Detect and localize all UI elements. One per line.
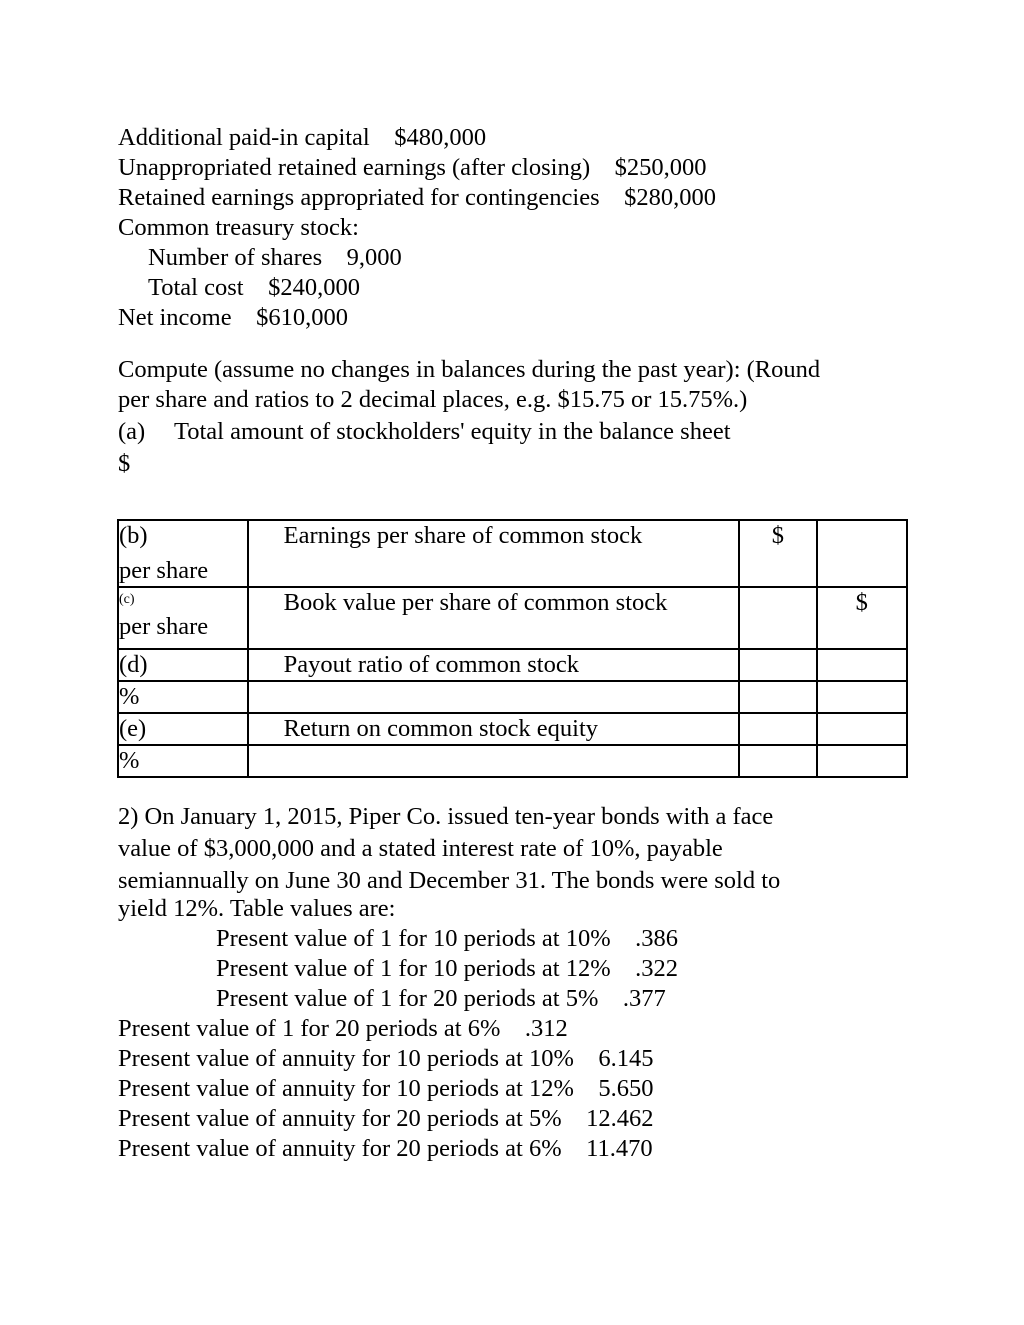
row-c-label-cell: [118, 587, 248, 649]
row-c-answer[interactable]: [739, 587, 816, 649]
row-d-answer[interactable]: [739, 649, 816, 681]
part-a-label: (a): [118, 418, 146, 445]
row-e-unit-empty: [248, 745, 739, 777]
problem2-line3: semiannually on June 30 and December 31. The bonds were sold to: [118, 867, 781, 894]
table-value-row: Present value of 1 for 20 periods at 6% .312: [118, 1015, 568, 1042]
table-value-row: Present value of annuity for 20 periods at 6% 11.470: [118, 1135, 653, 1162]
instructions-line2: per share and ratios to 2 decimal places, e.g. $15.75 or 15.75%.): [118, 386, 748, 413]
row-d-unit-empty: [248, 681, 739, 713]
row-e-unit: %: [118, 745, 248, 777]
answer-table: [117, 519, 908, 778]
table-value-row: Present value of 1 for 10 periods at 12% .322: [216, 955, 678, 982]
table-row-c: [118, 587, 907, 649]
row-d-unit: %: [118, 681, 248, 713]
table-value-row: Present value of 1 for 20 periods at 5% .377: [216, 985, 666, 1012]
row-d-unit-empty3: [817, 681, 907, 713]
row-d-empty: [817, 649, 907, 681]
table-value-row: Present value of annuity for 20 periods at 5% 12.462: [118, 1105, 654, 1132]
row-c-description: Book value per share of common stock: [248, 587, 739, 649]
instructions-line1: Compute (assume no changes in balances during the past year): (Round: [118, 356, 821, 383]
row-d-label: (d): [118, 649, 248, 681]
row-b-label: (b): [119, 522, 148, 549]
balance-apic: Additional paid-in capital $480,000: [118, 124, 487, 151]
balance-treasury-cost: Total cost $240,000: [148, 274, 360, 301]
row-c-label: (c): [119, 592, 135, 607]
row-e-unit-empty3: [817, 745, 907, 777]
table-row-d: [118, 649, 907, 681]
row-c-unit: per share: [119, 613, 209, 640]
row-b-answer[interactable]: [817, 520, 907, 587]
row-b-description: Earnings per share of common stock: [248, 520, 739, 587]
row-e-unit-empty2: [739, 745, 816, 777]
row-b-label-cell: [118, 520, 248, 587]
row-b-dollar: $: [739, 520, 816, 587]
table-row-e-unit: [118, 745, 907, 777]
part-a-answer-unit[interactable]: $: [118, 450, 131, 477]
problem2-line1: 2) On January 1, 2015, Piper Co. issued ten-year bonds with a face: [118, 803, 774, 830]
table-row-e: [118, 713, 907, 745]
row-e-answer[interactable]: [739, 713, 816, 745]
table-row-b: [118, 520, 907, 587]
row-d-unit-empty2: [739, 681, 816, 713]
row-b-unit: per share: [119, 557, 209, 584]
balance-unappropriated-re: Unappropriated retained earnings (after closing) $250,000: [118, 154, 707, 181]
table-value-row: Present value of annuity for 10 periods at 10% 6.145: [118, 1045, 654, 1072]
row-e-description: Return on common stock equity: [248, 713, 739, 745]
problem2-line4: yield 12%. Table values are:: [118, 895, 396, 922]
part-a-text: Total amount of stockholders' equity in the balance sheet: [174, 418, 731, 445]
balance-net-income: Net income $610,000: [118, 304, 348, 331]
balance-appropriated-re: Retained earnings appropriated for contingencies $280,000: [118, 184, 717, 211]
row-d-description: Payout ratio of common stock: [248, 649, 739, 681]
row-e-label: (e): [118, 713, 248, 745]
row-e-empty: [817, 713, 907, 745]
problem2-line2: value of $3,000,000 and a stated interest rate of 10%, payable: [118, 835, 723, 862]
balance-treasury-shares: Number of shares 9,000: [148, 244, 402, 271]
balance-treasury-heading: Common treasury stock:: [118, 214, 359, 241]
table-value-row: Present value of annuity for 10 periods at 12% 5.650: [118, 1075, 654, 1102]
table-value-row: Present value of 1 for 10 periods at 10% .386: [216, 925, 678, 952]
row-c-dollar: $: [817, 587, 907, 649]
table-row-d-unit: [118, 681, 907, 713]
